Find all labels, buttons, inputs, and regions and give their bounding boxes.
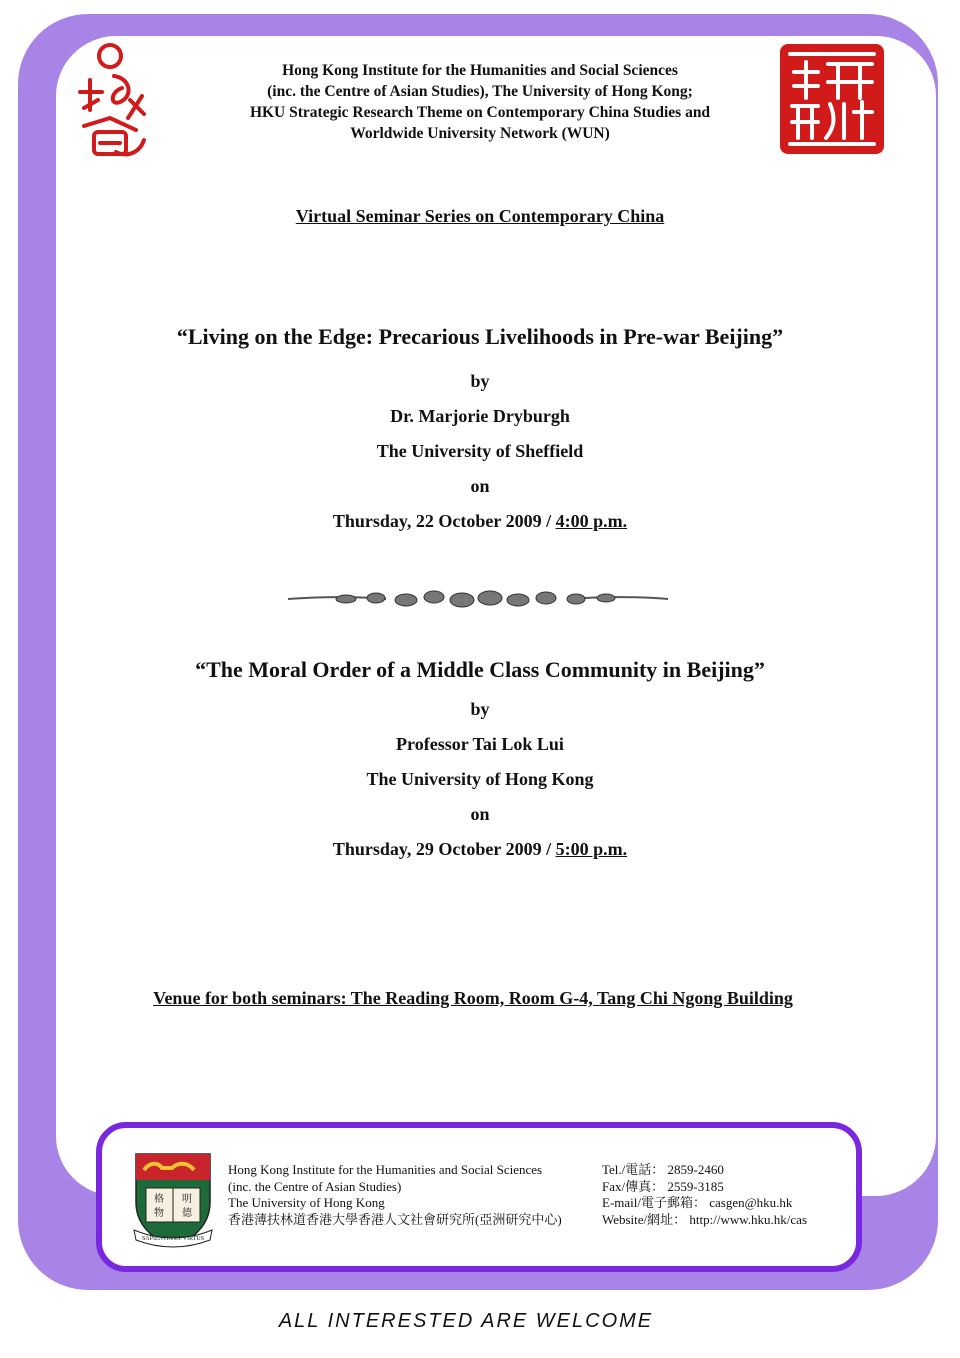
- contact-tel: [602, 1162, 807, 1179]
- welcome-message: ALL INTERESTED ARE WELCOME: [278, 1310, 654, 1332]
- header-line: Worldwide University Network (WUN): [350, 125, 610, 142]
- crest-book-char: 物: [154, 1208, 164, 1219]
- header-line: Hong Kong Institute for the Humanities and Social Sciences: [282, 62, 678, 79]
- email-value: casgen@hku.hk: [709, 1195, 793, 1210]
- ornament-divider-icon: [286, 584, 670, 614]
- talk-2: [0, 657, 960, 860]
- talk-title: “Living on the Edge: Precarious Livelihoods in Pre-war Beijing”: [176, 324, 784, 349]
- address-line: The University of Hong Kong: [228, 1195, 385, 1210]
- crest-book-char: 格: [154, 1194, 164, 1205]
- talk-by: by: [470, 699, 490, 719]
- talk-on: on: [470, 476, 490, 496]
- email-label: E-mail/電子郵箱：: [602, 1195, 706, 1210]
- talk-speaker: Dr. Marjorie Dryburgh: [390, 406, 570, 426]
- contact-fax: [602, 1179, 807, 1196]
- footer-contact: [602, 1162, 807, 1228]
- crest-book-char: 明: [182, 1194, 192, 1205]
- header-line: HKU Strategic Research Theme on Contemporary China Studies and: [249, 104, 711, 121]
- talk-datetime: [0, 510, 960, 532]
- talk-affiliation: The University of Sheffield: [376, 441, 584, 461]
- venue-line: Venue for both seminars: The Reading Room, Room G-4, Tang Chi Ngong Building: [153, 988, 793, 1008]
- talk-time: 4:00 p.m.: [555, 511, 628, 531]
- talk-separator: /: [546, 511, 552, 531]
- address-line: 香港薄扶林道香港大學香港人文社會研究所(亞洲研究中心): [228, 1211, 562, 1227]
- talk-affiliation: The University of Hong Kong: [366, 769, 594, 789]
- fax-label: Fax/傳真：: [602, 1178, 665, 1194]
- contact-email: [602, 1195, 807, 1212]
- talk-time: 5:00 p.m.: [555, 839, 628, 859]
- tel-value: 2859-2460: [667, 1162, 724, 1177]
- website-value: http://www.hku.hk/cas: [689, 1211, 808, 1227]
- crest-book-char: 德: [182, 1208, 192, 1219]
- contact-website: [602, 1212, 807, 1229]
- header-line: (inc. the Centre of Asian Studies), The University of Hong Kong;: [267, 83, 693, 100]
- series-title: Virtual Seminar Series on Contemporary China: [295, 206, 665, 226]
- talk-by: by: [470, 371, 490, 391]
- left-seal-icon: [70, 40, 150, 170]
- talk-separator: /: [546, 839, 552, 859]
- talk-title: “The Moral Order of a Middle Class Community in Beijing”: [195, 657, 765, 682]
- tel-label: Tel./電話：: [602, 1162, 665, 1177]
- talk-date: Thursday, 22 October 2009: [332, 511, 542, 531]
- fax-value: 2559-3185: [667, 1178, 724, 1194]
- talk-datetime: [0, 838, 960, 860]
- university-crest-icon: [132, 1150, 214, 1250]
- footer-address: [228, 1162, 562, 1228]
- address-line: Hong Kong Institute for the Humanities and Social Sciences: [228, 1162, 543, 1177]
- crest-motto: SAPIENTIA ET VIRTUS: [141, 1236, 205, 1242]
- address-line: (inc. the Centre of Asian Studies): [228, 1178, 402, 1194]
- institution-header: [170, 60, 790, 144]
- right-seal-icon: [778, 42, 886, 156]
- talk-speaker: Professor Tai Lok Lui: [396, 734, 564, 754]
- talk-on: on: [470, 804, 490, 824]
- website-label: Website/網址：: [602, 1211, 687, 1227]
- talk-date: Thursday, 29 October 2009: [332, 839, 542, 859]
- talk-1: [0, 324, 960, 532]
- footer-contact-box: [96, 1122, 862, 1272]
